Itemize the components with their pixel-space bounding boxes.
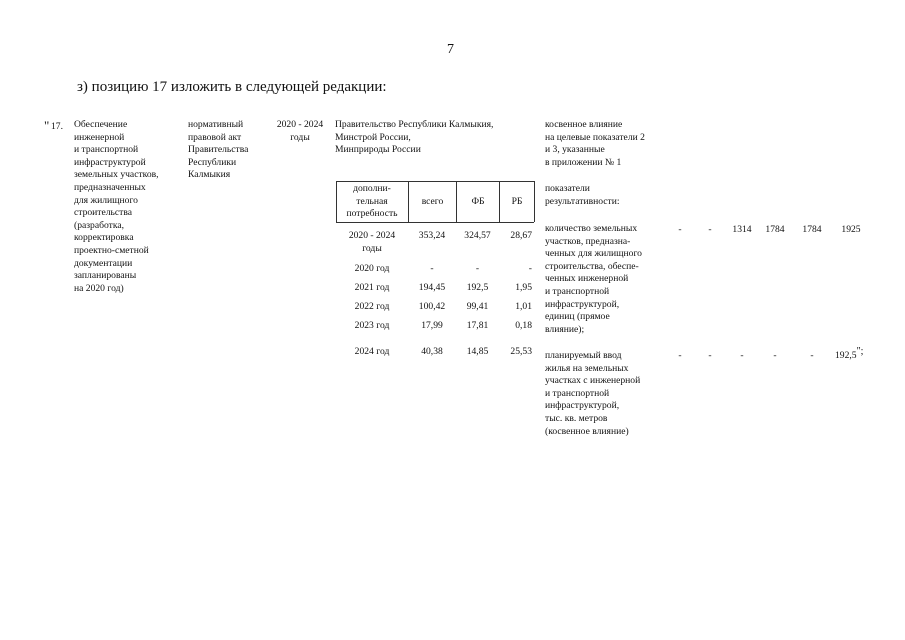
header-total: всего [421,196,444,207]
indicator-value: - [708,224,712,235]
table-row-year: 2020 - 2024 годы [348,230,396,254]
table-row-rb: 1,01 [515,301,532,312]
table-row-fb: 17,81 [466,320,489,331]
table-row-year: 2022 год [354,301,390,312]
indicator-value: - [678,350,682,361]
page-number: 7 [447,42,454,57]
table-row-year: 2021 год [354,282,390,293]
closing-quote: "; [856,346,864,357]
table-row-fb: 99,41 [466,301,489,312]
indicator-value: 1925 [841,224,861,235]
indicator-value: 1314 [732,224,752,235]
header-additional-need: дополни- тельная потребность [346,183,398,220]
table-row-rb: - [528,263,532,274]
legal-act: нормативный правовой акт Правительства Республики Калмыкия [188,119,249,181]
table-row-year: 2024 год [354,346,390,357]
header-rb: РБ [511,196,523,207]
measure-name: Обеспечение инженерной и транспортной инфраструктурой земельных участков, предназначенных для жилищного строительства (разработка, корректировка проектно-сметной документации запланированы на 2020 год) [74,119,159,294]
indicator-label: планируемый ввод жилья на земельных участках с инженерной и транспортной инфраструктурой, тыс. кв. метров (косвенное влияние) [545,350,641,437]
indicator-label: количество земельных участков, предназна- ченных для жилищного строительства, обеспе- ченных инженерной и транспортной инфраструктурой, единиц (прямое влияние); [545,223,642,335]
indicator-value: 1784 [802,224,822,235]
table-row-fb: 14,85 [466,346,489,357]
indicator-value: - [773,350,777,361]
table-row-total: - [430,263,434,274]
header-fb: ФБ [471,196,485,207]
table-row-total: 100,42 [418,301,446,312]
indicator-value: - [678,224,682,235]
open-quote: " [44,118,50,133]
position-number: 17. [51,121,63,132]
table-row-rb: 25,53 [510,346,532,357]
table-row-year: 2023 год [354,320,390,331]
indicator-value: 192,5 [835,350,857,361]
table-row-fb: 324,57 [464,230,491,241]
table-row-fb: 192,5 [466,282,489,293]
table-row-total: 17,99 [421,320,443,331]
implementation-period: 2020 - 2024 годы [276,119,324,143]
table-row-rb: 1,95 [515,282,532,293]
indicator-value-final [835,346,875,363]
results-header: показатели результативности: [545,183,620,207]
table-row-rb: 0,18 [515,320,532,331]
table-row-fb: - [475,263,480,274]
table-row-total: 353,24 [418,230,446,241]
indicator-value: - [740,350,744,361]
influence-note: косвенное влияние на целевые показатели 2 и 3, указанные в приложении № 1 [545,119,645,168]
table-row-total: 40,38 [421,346,443,357]
table-row-year: 2020 год [354,263,390,274]
indicator-value: 1784 [765,224,785,235]
indicator-value: - [708,350,712,361]
table-row-rb: 28,67 [510,230,532,241]
table-row-total: 194,45 [418,282,446,293]
executors: Правительство Республики Калмыкия, Минстрой России, Минприроды России [335,119,494,156]
amendment-heading: з) позицию 17 изложить в следующей редакции: [77,79,387,95]
indicator-value: - [810,350,814,361]
